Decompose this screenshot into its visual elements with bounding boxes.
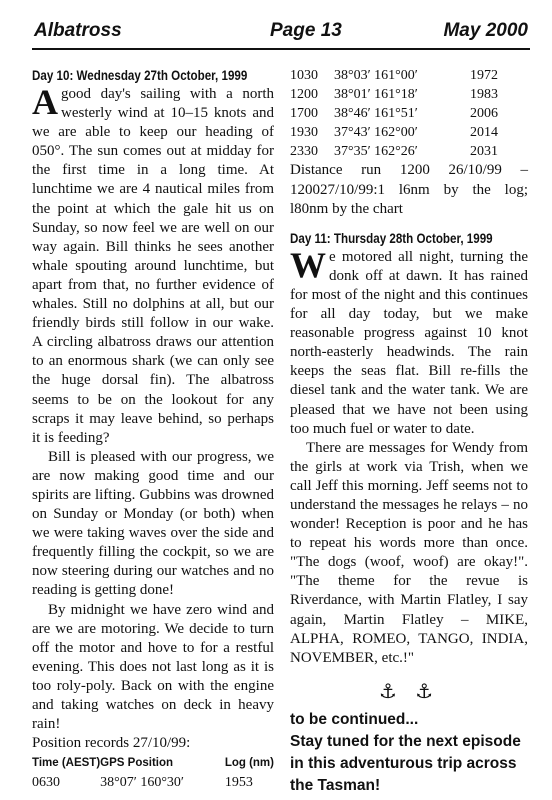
day10-heading: Day 10: Wednesday 27th October, 1999 [32, 68, 248, 83]
day11-heading: Day 11: Thursday 28th October, 1999 [290, 230, 493, 246]
day10-paragraph-3: By midnight we have zero wind and are we are motoring. We decide to turn off the motor and hove to for a restful evening. This does not last long as it is too roly-poly. Back on with the engine and taking watches on deck in heavy rain! [32, 601, 274, 733]
left-column [32, 66, 274, 792]
page-number: Page 13 [270, 20, 342, 41]
col-time-header: Time (AEST) [32, 757, 101, 770]
position-table-header [32, 753, 274, 792]
distance-run: Distance run 1200 26/10/99 – 120027/10/99:1 l6nm by the log; l80nm by the chart [290, 162, 528, 217]
continued-notice [290, 709, 528, 797]
table-row: 1030 38°03′ 161°00′ 1972 [290, 68, 498, 83]
to-be-continued: to be continued... [290, 710, 419, 728]
table-row: 1200 38°01′ 161°18′ 1983 [290, 87, 498, 103]
table-row: 1930 37°43′ 162°00′ 2014 [290, 125, 498, 141]
day11-paragraph-1: We motored all night, turning the donk off at dawn. It has rained for most of the night and this continues for all day today, but we make reasonable progress against 10 knot north-easterly headwinds. The rain keeps the seas flat. Bill re-fills the diesel tank and the water tank. We are pleased that we have not been using too much fuel or water to date. [290, 244, 528, 437]
stay-tuned: Stay tuned for the next episode in this adventurous trip across the Tasman! [290, 732, 521, 794]
row-log: 1953 [224, 775, 253, 791]
right-column [290, 66, 528, 797]
position-table-continued [290, 66, 516, 161]
publication-title: Albatross [34, 20, 122, 41]
table-row: 1700 38°46′ 161°51′ 2006 [290, 106, 498, 122]
day10-paragraph-2: Bill is pleased with our progress, we are now making good time and our spirits are lifting. Gubbins was drowned on Sunday or Monday (or both) when we were taking waves over the side and frequently filling the cockpit, so we are now steering during our watches and no reading is getting done! [32, 448, 274, 599]
day11-paragraph-2: There are messages for Wendy from the girls at work via Trish, when we call Jeff this morning. Jeff seems not to understand the messages he relays – no wonder! Reception is poor and he has to repeat his words more than once. "The dogs (woof, woof) are okay!". "The theme for the revue is Riverdance, with Martin Flatley, I say again, Martin Flatley – MIKE, ALPHA, ROMEO, TANGO, INDIA, NOVEMBER, etc.!" [290, 439, 528, 666]
issue-date: May 2000 [443, 20, 528, 41]
anchor-icon: ⚓ ⚓ [378, 678, 440, 703]
row-time: 0630 [32, 775, 60, 791]
table-row [32, 773, 274, 792]
page-header [34, 20, 528, 44]
row-gps: 38°07′ 160°30′ [100, 775, 184, 791]
day10-paragraph-1: Agood day's sailing with a north westerly wind at 10–15 knots and we are able to keep our heading of 050°. The sun comes out at midday for the first time in a long time. At lunchtime we are 4 nautical miles from the point at which the gale hit us on Sunday, so now feel we are well on our way again. Bill thinks he sees another whale spouting around lunchtime, but apart from that, no further evidence of whales. Still no dolphins at all, but our friendly birds still follow in our wake. A circling albatross draws our attention to an enormous shark (we can only see the huge dorsal fin). The albatross seems to be on the lookout for any scraps it may leave behind, so perhaps it is feeding? [32, 82, 274, 446]
dropcap-letter: W [290, 244, 326, 285]
dropcap-letter: A [32, 82, 58, 122]
position-intro: Position records 27/10/99: [32, 735, 191, 752]
header-rule [32, 48, 530, 50]
col-log-header: Log (nm) [224, 757, 274, 770]
table-row: 2330 37°35′ 162°26′ 2031 [290, 144, 498, 160]
col-gps-header: GPS Position [100, 757, 174, 770]
